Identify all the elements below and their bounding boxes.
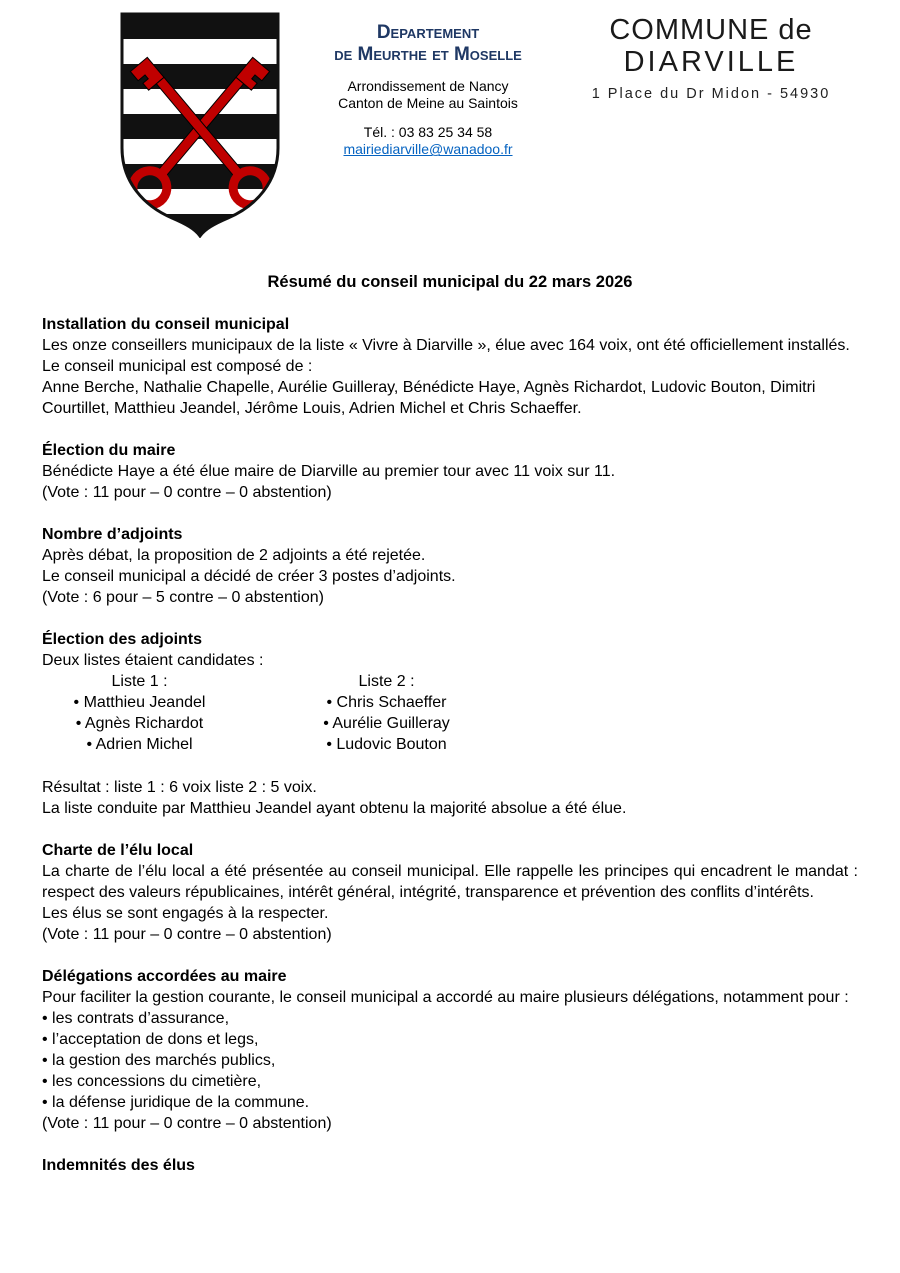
result-line: La liste conduite par Matthieu Jeandel ayant obtenu la majorité absolue a été élue. — [42, 800, 627, 817]
paragraph: Le conseil municipal est composé de : — [42, 358, 313, 375]
bullet-item: • l’acceptation de dons et legs, — [42, 1031, 259, 1048]
commune-title-line2: DIARVILLE — [623, 46, 799, 79]
phone-line: Tél. : 03 83 25 34 58 — [363, 123, 493, 140]
bullet-item: • la défense juridique de la commune. — [42, 1094, 310, 1111]
paragraph: Pour faciliter la gestion courante, le conseil municipal a accordé au maire plusieurs délégations, notamment pour : — [42, 989, 849, 1006]
bullet-item: • les contrats d’assurance, — [42, 1010, 230, 1027]
result-line: Résultat : liste 1 : 6 voix liste 2 : 5 voix. — [42, 779, 317, 796]
vote-line: (Vote : 6 pour – 5 contre – 0 abstention) — [42, 589, 324, 606]
list-member: • Chris Schaeffer — [326, 694, 447, 711]
list-member: • Agnès Richardot — [75, 715, 204, 732]
paragraph: Deux listes étaient candidates : — [42, 652, 264, 669]
section-heading: Délégations accordées au maire — [42, 968, 287, 985]
result-block — [42, 777, 858, 819]
section-charte-elu-local — [42, 840, 858, 945]
commune-address: 1 Place du Dr Midon - 54930 — [591, 85, 831, 102]
list-member: • Ludovic Bouton — [326, 736, 447, 753]
department-block — [316, 10, 540, 159]
paragraph: Les onze conseillers municipaux de la liste « Vivre à Diarville », élue avec 164 voix, ont été officiellement installés. — [42, 337, 850, 354]
coat-of-arms — [116, 10, 284, 243]
section-heading: Indemnités des élus — [42, 1157, 195, 1174]
letterhead — [42, 10, 858, 243]
section-indemnites-elus — [42, 1155, 858, 1176]
arrondissement-line: Arrondissement de Nancy — [347, 77, 509, 94]
candidate-lists — [42, 671, 858, 755]
vote-line: (Vote : 11 pour – 0 contre – 0 abstention) — [42, 484, 332, 501]
canton-line: Canton de Meine au Saintois — [338, 95, 518, 112]
paragraph: Le conseil municipal a décidé de créer 3 postes d’adjoints. — [42, 568, 456, 585]
department-name-line2: de Meurthe et Moselle — [334, 44, 522, 66]
paragraph: Anne Berche, Nathalie Chapelle, Aurélie Guilleray, Bénédicte Haye, Agnès Richardot, Ludovic Bouton, Dimitri Courtillet, Matthieu Jeandel, Jérôme Louis, Adrien Michel et Chris Schaeffer. — [42, 379, 816, 417]
paragraph: Les élus se sont engagés à la respecter. — [42, 905, 329, 922]
vote-line: (Vote : 11 pour – 0 contre – 0 abstention) — [42, 926, 332, 943]
section-heading: Élection des adjoints — [42, 631, 203, 648]
commune-block — [564, 10, 858, 102]
bullet-item: • les concessions du cimetière, — [42, 1073, 262, 1090]
section-heading: Élection du maire — [42, 442, 176, 459]
spacer — [316, 113, 540, 124]
commune-title-line1: COMMUNE de — [609, 14, 813, 46]
bullet-item: • la gestion des marchés publics, — [42, 1052, 276, 1069]
list-member: • Aurélie Guilleray — [323, 715, 450, 732]
liste-1-column — [42, 671, 237, 755]
paragraph: La charte de l’élu local a été présentée au conseil municipal. Elle rappelle les principes qui encadrent le mandat : respect des valeurs républicaines, intérêt général, intégrité, transparence et prévention des conflits d’intérêts. — [42, 863, 858, 901]
paragraph: Après débat, la proposition de 2 adjoints a été rejetée. — [42, 547, 426, 564]
liste-2-column — [289, 671, 484, 755]
liste-1-title: Liste 1 : — [111, 673, 168, 690]
section-installation-conseil — [42, 314, 858, 419]
list-member: • Adrien Michel — [86, 736, 193, 753]
department-name-line1: Departement — [376, 22, 480, 43]
section-heading: Installation du conseil municipal — [42, 316, 290, 333]
section-heading: Charte de l’élu local — [42, 842, 194, 859]
coat-of-arms-icon — [116, 10, 284, 238]
email-link[interactable]: mairiediarville@wanadoo.fr — [343, 141, 513, 158]
section-nombre-adjoints — [42, 524, 858, 608]
section-election-maire — [42, 440, 858, 503]
section-heading: Nombre d’adjoints — [42, 526, 183, 543]
document-title: Résumé du conseil municipal du 22 mars 2026 — [267, 273, 633, 291]
list-member: • Matthieu Jeandel — [73, 694, 206, 711]
liste-2-title: Liste 2 : — [358, 673, 415, 690]
paragraph: Bénédicte Haye a été élue maire de Diarville au premier tour avec 11 voix sur 11. — [42, 463, 616, 480]
section-delegations-maire — [42, 966, 858, 1134]
section-election-adjoints — [42, 629, 858, 819]
spacer — [316, 67, 540, 78]
vote-line: (Vote : 11 pour – 0 contre – 0 abstention) — [42, 1115, 332, 1132]
